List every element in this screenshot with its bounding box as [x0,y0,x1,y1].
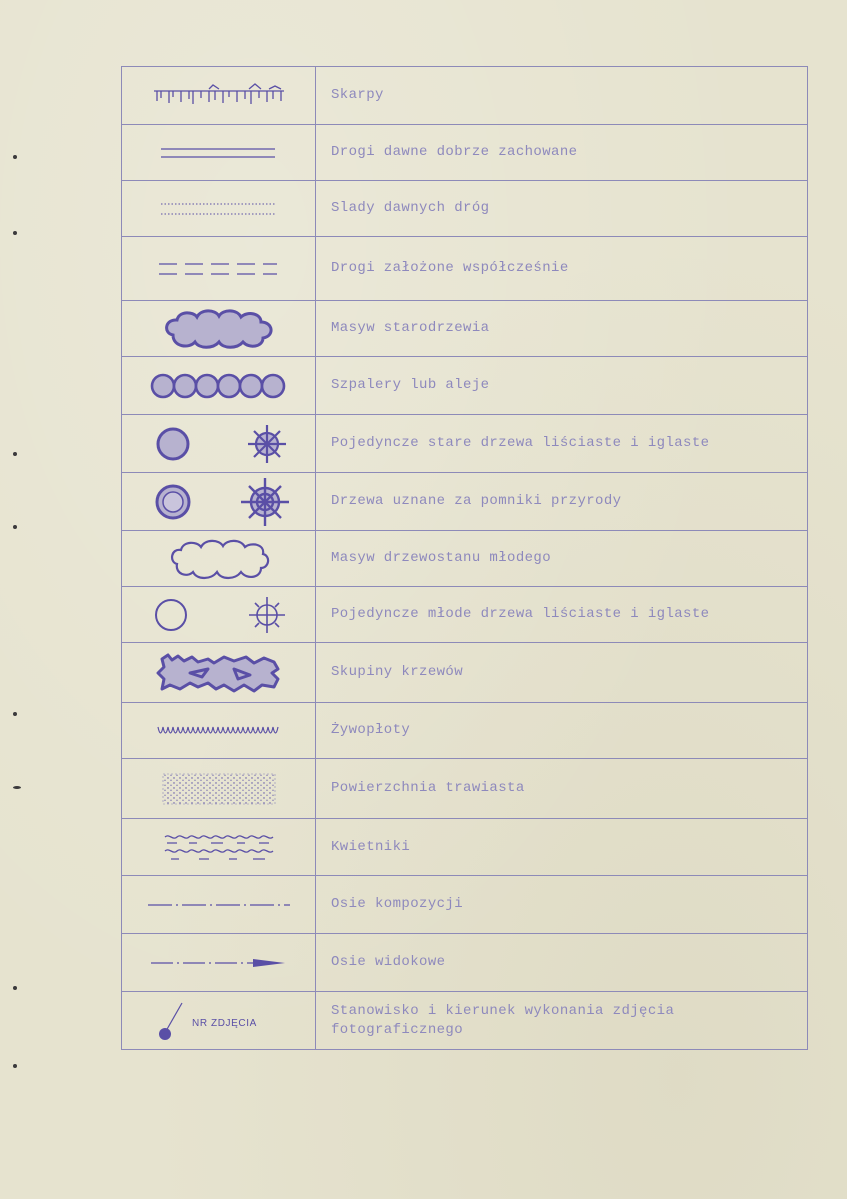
legend-row [122,237,807,301]
dotted-double-line-symbol [122,181,316,236]
legend-table [121,66,808,1050]
photo-number-text: NR ZDJĘCIA [192,1018,257,1029]
legend-label: Żywopłoty [331,722,411,738]
legend-label: Drogi dawne dobrze zachowane [331,144,578,160]
legend-label: Skupiny krzewów [331,664,464,680]
legend-label: Powierzchnia trawiasta [331,780,525,796]
photo-position-symbol [122,992,316,1049]
flowerbed-symbol [122,819,316,875]
legend-row [122,67,807,125]
legend-label: Pojedyncze stare drzewa liściaste i iglaste [331,435,710,451]
legend-row [122,531,807,587]
legend-row [122,125,807,181]
young-trees-symbol [122,587,316,642]
punch-hole-mark [13,155,17,159]
legend-row [122,819,807,876]
legend-row [122,876,807,934]
punch-hole-mark [13,786,21,789]
legend-row [122,759,807,819]
punch-hole-mark [13,231,17,235]
grass-stipple-symbol [122,759,316,818]
punch-hole-mark [13,452,17,456]
dash-dot-axis-symbol [122,876,316,933]
shrub-group-symbol [122,643,316,702]
legend-row [122,643,807,703]
outline-cloud-symbol [122,531,316,586]
legend-row [122,357,807,415]
legend-row [122,703,807,759]
legend-row [122,992,807,1050]
legend-row [122,181,807,237]
punch-hole-mark [13,1064,17,1068]
legend-label: Pojedyncze młode drzewa liściaste i iglaste [331,606,710,622]
escarpment-symbol [122,67,316,124]
legend-label: Kwietniki [331,838,411,855]
punch-hole-mark [13,712,17,716]
punch-hole-mark [13,986,17,990]
legend-label: Masyw drzewostanu młodego [331,550,552,566]
view-axis-arrow-symbol [122,934,316,991]
legend-label: Osie widokowe [331,954,446,970]
filled-cloud-symbol [122,301,316,356]
legend-label: Drogi założone współcześnie [331,260,569,276]
hedge-wave-symbol [122,703,316,758]
legend-label: Osie kompozycji [331,896,464,912]
legend-label: Masyw starodrzewia [331,320,490,336]
legend-label: Szpalery lub aleje [331,377,490,393]
legend-label: Skarpy [331,87,384,103]
legend-label: Slady dawnych dróg [331,200,490,216]
double-solid-line-symbol [122,125,316,180]
legend-row [122,473,807,531]
tree-row-symbol [122,357,316,414]
old-trees-symbol [122,415,316,472]
legend-label: Stanowisko i kierunek wykonania zdjęcia fotograficznego [331,1002,675,1038]
legend-row [122,587,807,643]
dashed-double-line-symbol [122,237,316,300]
nature-monument-trees-symbol [122,473,316,530]
legend-row [122,415,807,473]
legend-label: Drzewa uznane za pomniki przyrody [331,493,622,509]
legend-row [122,934,807,992]
legend-row [122,301,807,357]
punch-hole-mark [13,525,17,529]
